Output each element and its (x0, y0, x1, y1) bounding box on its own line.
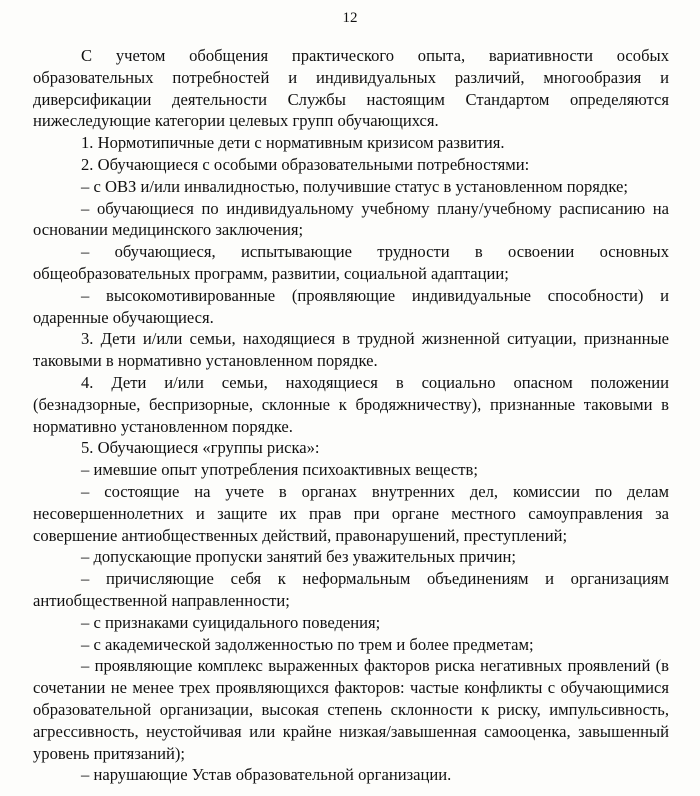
list-item-2: 2. Обучающиеся с особыми образовательными потребностями: (81, 154, 530, 174)
sub-item-suicidal: – с признаками суицидального поведения; (81, 612, 381, 632)
sub-item-absences: – допускающие пропуски занятий без уважительных причин; (81, 547, 517, 567)
sub-item-gifted: – высокомотивированные (проявляющие индивидуальные способности) и одаренные обучающиеся. (33, 285, 669, 327)
sub-item-academic-debt: – с академической задолженностью по трем и более предметам; (81, 634, 534, 654)
sub-item-charter-violation: – нарушающие Устав образовательной организации. (81, 765, 452, 785)
sub-item-informal-groups: – причисляющие себя к неформальным объединениям и организациям антиобщественной направленности; (33, 569, 669, 610)
document-body (33, 45, 669, 786)
sub-item-ovz: – с ОВЗ и/или инвалидностью, получившие статус в установленном порядке; (81, 176, 628, 196)
sub-item-individual-plan: – обучающиеся по индивидуальному учебному плану/учебному расписанию на основании медицинского заключения; (33, 198, 669, 240)
paragraph-intro: С учетом обобщения практического опыта, вариативности особых образовательных потребностей и индивидуальных различий, многообразия и диверсификации деятельности Службы настоящим Стандартом определяются нижеследующие категории целевых групп обучающихся. (33, 46, 669, 131)
list-item-3: 3. Дети и/или семьи, находящиеся в трудной жизненной ситуации, признанные таковыми в нормативно установленном порядке. (33, 329, 669, 371)
list-item-5: 5. Обучающиеся «группы риска»: (81, 438, 320, 458)
sub-item-risk-factors: – проявляющие комплекс выраженных факторов риска негативных проявлений (в сочетании не менее трех проявляющихся факторов: частые конфликты с обучающимися образовательной организации, высокая степень склонности к риску, импульсивность, агрессивность, неустойчивая или крайне низкая/завышенная самооценка, завышенный уровень притязаний); (33, 656, 669, 763)
sub-item-psychoactive: – имевшие опыт употребления психоактивных веществ; (81, 460, 478, 480)
page-number: 12 (342, 10, 358, 26)
sub-item-learning-difficulties: – обучающиеся, испытывающие трудности в освоении основных общеобразовательных программ, развитии, социальной адаптации; (33, 242, 669, 283)
list-item-4: 4. Дети и/или семьи, находящиеся в социально опасном положении (безнадзорные, беспризорные, склонные к бродяжничеству), признанные таковыми в нормативно установленном порядке. (33, 372, 669, 436)
list-item-1: 1. Нормотипичные дети с нормативным кризисом развития. (81, 133, 505, 153)
sub-item-registered: – состоящие на учете в органах внутренних дел, комиссии по делам несовершеннолетних и защите их прав при органе местного самоуправления за совершение антиобщественных действий, правонарушений, преступлений; (33, 481, 669, 545)
